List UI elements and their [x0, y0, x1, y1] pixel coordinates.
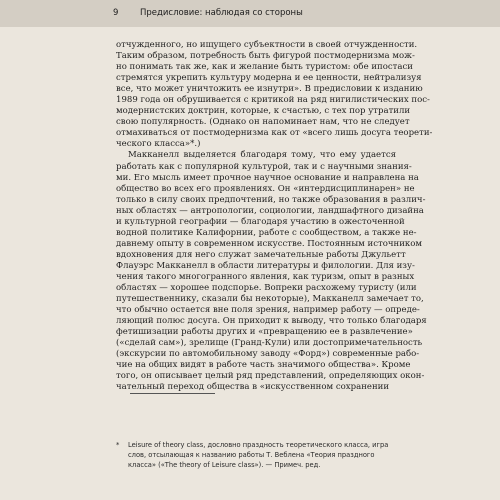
text-line: ных областях — антропологии, социологии, ландшафтного дизайна	[116, 205, 424, 216]
text-line: ляющий полюс досуга. Он приходит к выводу, что только благодаря	[116, 316, 427, 327]
text-line: но понимать так же, как и желание быть туристом: обе ипостаси	[116, 62, 413, 73]
text-line: чие на общих видят в работе часть значимого общества». Кроме	[116, 360, 411, 371]
text-line: областях — хорошее подспорье. Вопреки расхожему туристу (или	[116, 283, 417, 294]
footnote-line: класса» («The theory of Leisure class»). — Примеч. ред.	[128, 461, 321, 469]
text-line: вдохновения для него служат замечательные работы Джульетт	[116, 249, 406, 260]
text-line: 1989 года он обрушивается с критикой на ряд нигилистических пос-	[116, 95, 430, 106]
text-line: все, что может уничтожить ее изнутри». В предисловии к изданию	[116, 84, 423, 95]
text-line: что обычно остается вне поля зрения, например работу — опреде-	[116, 305, 420, 316]
footnote-mark: *	[116, 441, 120, 449]
page-number: 9	[113, 8, 119, 18]
text-line: (экскурсии по автомобильному заводу «Форд») современные рабо-	[116, 349, 420, 360]
text-line: того, он описывает целый ряд представлений, определяющих окон-	[116, 371, 425, 382]
text-line: отчужденного, но ищущего субъектности в своей отчужденности.	[116, 40, 418, 50]
text-line: модернистских доктрин, которые, к счастью, с тех пор утратили	[116, 106, 411, 117]
text-line: Макканелл выделяется благодаря тому, что ему удается	[128, 150, 396, 161]
text-line: («сделай сам»), зрелище (Гранд-Кули) или достопримечательность	[116, 338, 423, 349]
text-line: Флауэрс Макканелл в области литературы и филологии. Для изу-	[116, 260, 415, 271]
text-line: фетишизации работы других и «превращению ее в развлечение»	[116, 327, 413, 338]
paragraph-2	[116, 150, 427, 393]
text-line: общество во всех его проявлениях. Он «интердисциплинарен» не	[116, 183, 415, 194]
body-text	[116, 40, 433, 394]
text-line: водной политике Калифорнии, работе с сообществом, а также не-	[116, 227, 417, 238]
text-line: путешественнику, сказали бы некоторые), Макканелл замечает то,	[116, 294, 424, 305]
text-line: ми. Его мысль имеет прочное научное основание и направлена на	[116, 172, 419, 183]
footnote-text	[128, 440, 398, 470]
text-line: чения такого многогранного явления, как туризм, опыт в разных	[116, 271, 415, 282]
footnote-line: слов, отсылающая к названию работы Т. Веблена «Теория праздного	[128, 451, 375, 459]
text-line: Таким образом, потребность быть фигурой постмодернизма мож-	[116, 51, 415, 62]
text-line: и культурной географии — благодаря участию в ожесточенной	[116, 216, 405, 227]
text-line: ческого класса»*.)	[116, 139, 201, 150]
text-line: чательный переход общества в «искусственном сохранении	[116, 382, 390, 393]
footnote	[116, 440, 398, 470]
text-line: стремятся укрепить культуру модерна и ее ценности, нейтрализуя	[116, 73, 422, 84]
running-title: Предисловие: наблюдая со стороны	[140, 8, 303, 18]
footnote-separator	[130, 393, 215, 394]
text-line: давнему опыту в современном искусстве. Постоянным источником	[116, 238, 423, 249]
text-line: работать как с популярной культурой, так и с научными знания-	[116, 161, 412, 172]
footnote-line: Leisure of theory class, дословно праздность теоретического класса, игра	[128, 441, 389, 449]
text-line: только в силу своих предпочтений, но также образования в различ-	[116, 194, 426, 205]
paragraph-1	[116, 40, 433, 150]
text-line: отмахиваться от постмодернизма как от «всего лишь досуга теорети-	[116, 128, 433, 139]
running-header	[0, 0, 500, 27]
text-line: свою популярность. (Однако он напоминает нам, что не следует	[116, 117, 410, 128]
